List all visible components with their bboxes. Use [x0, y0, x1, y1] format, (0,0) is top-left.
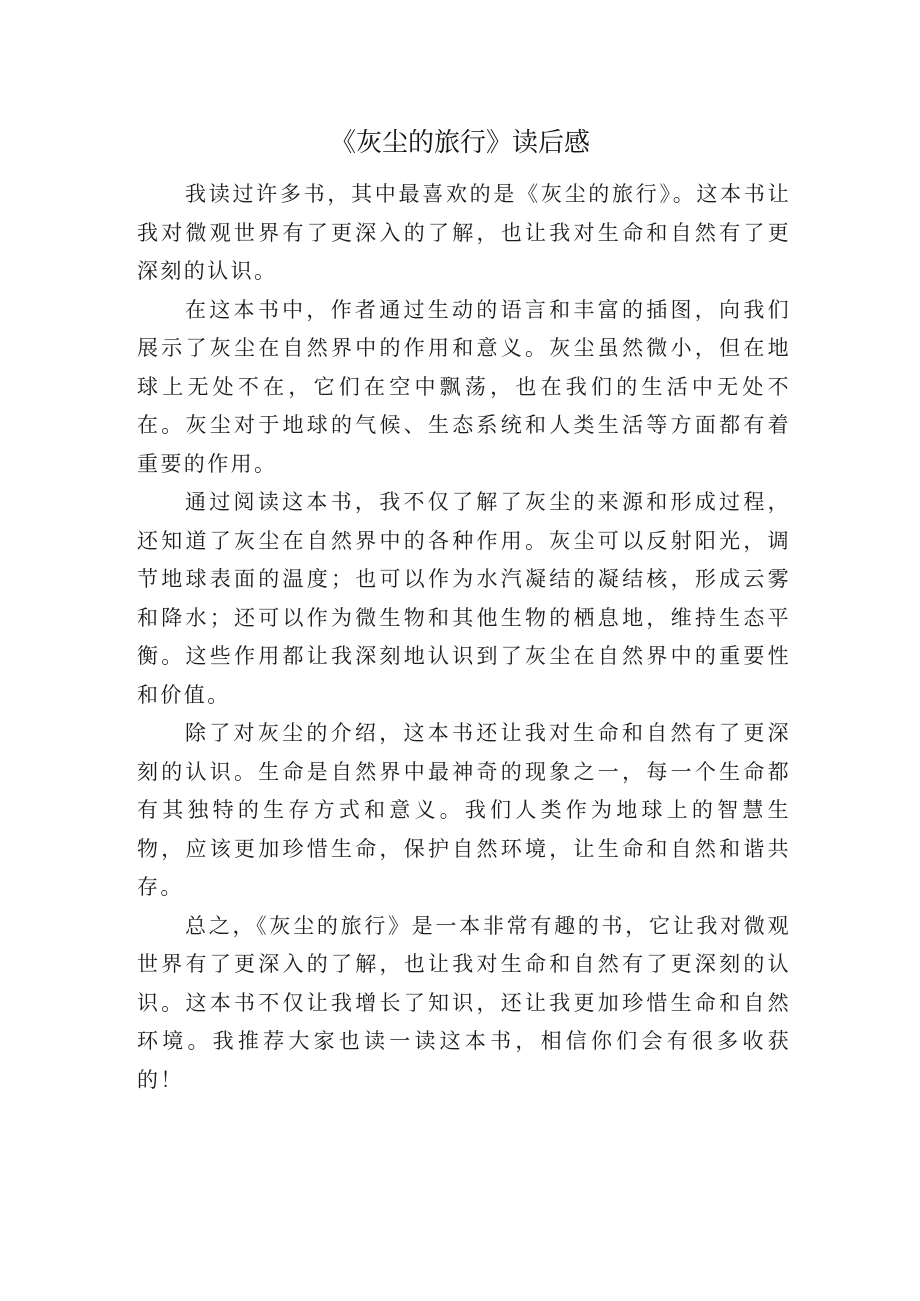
- paragraph-3: 通过阅读这本书，我不仅了解了灰尘的来源和形成过程，还知道了灰尘在自然界中的各种作用。灰尘可以反射阳光，调节地球表面的温度；也可以作为水汽凝结的凝结核，形成云雾和降水；还可以作为微生物和其他生物的栖息地，维持生态平衡。这些作用都让我深刻地认识到了灰尘在自然界中的重要性和价值。: [137, 490, 791, 707]
- paragraph-1: 我读过许多书，其中最喜欢的是《灰尘的旅行》。这本书让我对微观世界有了更深入的了解，也让我对生命和自然有了更深刻的认识。: [137, 182, 791, 283]
- paragraph-5: 总之，《灰尘的旅行》是一本非常有趣的书，它让我对微观世界有了更深入的了解，也让我对生命和自然有了更深刻的认识。这本书不仅让我增长了知识，还让我更加珍惜生命和自然环境。我推荐大家也读一读这本书，相信你们会有很多收获的！: [137, 913, 791, 1092]
- document-body: [137, 175, 791, 1099]
- paragraph-4: 除了对灰尘的介绍，这本书还让我对生命和自然有了更深刻的认识。生命是自然界中最神奇的现象之一，每一个生命都有其独特的生存方式和意义。我们人类作为地球上的智慧生物，应该更加珍惜生命，保护自然环境，让生命和自然和谐共存。: [137, 721, 791, 899]
- paragraph-2: 在这本书中，作者通过生动的语言和丰富的插图，向我们展示了灰尘在自然界中的作用和意义。灰尘虽然微小，但在地球上无处不在，它们在空中飘荡，也在我们的生活中无处不在。灰尘对于地球的气候、生态系统和人类生活等方面都有着重要的作用。: [137, 297, 791, 476]
- document-title: 《灰尘的旅行》读后感: [329, 128, 590, 158]
